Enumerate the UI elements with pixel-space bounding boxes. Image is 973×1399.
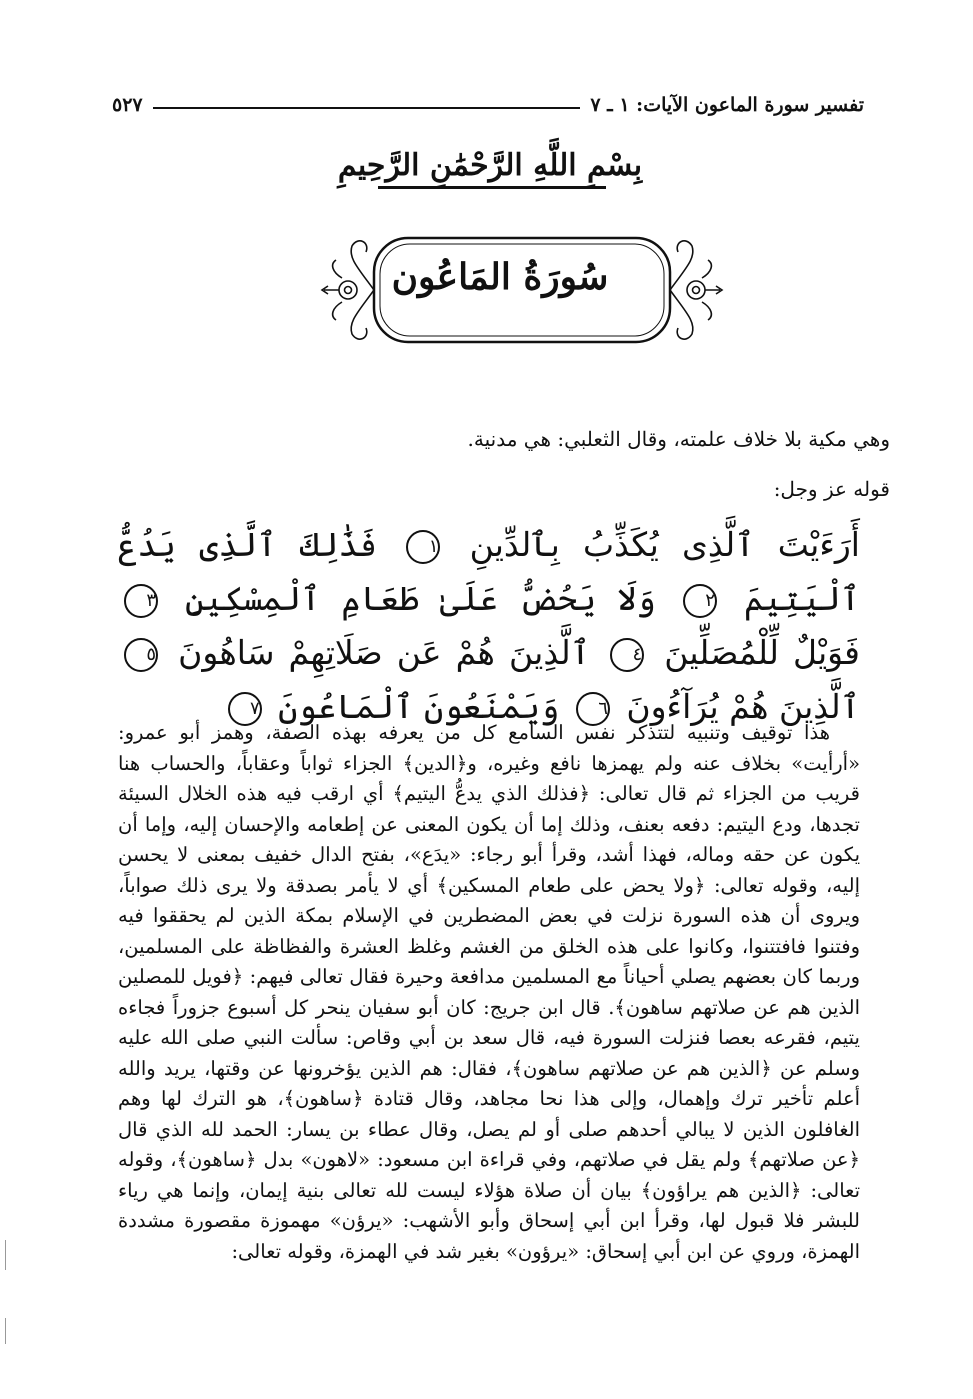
intro-line-2: قوله عز وجل:	[773, 477, 890, 501]
intro-line-1: وهي مكية بلا خلاف علمته، وقال الثعلبي: هي مدنية.	[467, 427, 890, 451]
ayah-3: وَلَا يَحُضُّ عَلَىٰ طَعَامِ ٱلْمِسْكِينِ	[185, 579, 656, 618]
running-header	[112, 86, 864, 116]
ayah-2: فَذَٰلِكَ ٱلَّذِى يَدُعُّ ٱلْيَتِيمَ	[118, 525, 861, 618]
ayah-5: ٱلَّذِينَ هُمْ عَن صَلَاتِهِمْ سَاهُونَ	[178, 633, 591, 672]
ayah-number-2: ٢	[683, 584, 717, 618]
quran-verses	[118, 518, 860, 734]
ayah-1: أَرَءَيْتَ ٱلَّذِى يُكَذِّبُ بِٱلدِّينِ	[469, 525, 860, 564]
ayah-number-1: ١	[406, 530, 440, 564]
ayah-number-5: ٥	[124, 638, 158, 672]
ayah-4: فَوَيْلٌ لِّلْمُصَلِّينَ	[664, 633, 860, 672]
ayah-number-4: ٤	[610, 638, 644, 672]
ayah-number-6: ٦	[576, 692, 610, 726]
ayah-7: وَيَمْنَعُونَ ٱلْمَاعُونَ	[278, 687, 560, 726]
margin-mark	[5, 1318, 6, 1344]
commentary-paragraph: هذا توقيف وتنبيه لتتذكر نفس السامع كل من يعرفه بهذه الصفة، وهمز أبو عمرو: «أرأيت» بخلاف عنه ولم يهمزها نافع وغيره، و﴿الدين﴾ الجزاء ثواباً وعقاباً، والحساب هنا قريب من الجزاء ثم قال تعالى: ﴿فذلك الذي يدعُّ اليتيم﴾ أي ارقب فيه هذه الخلال السيئة تجدها، ودع اليتيم: دفعه بعنف، وذلك إما أن يكون المعنى عن إطعامه والإحسان إليه، وإما أن يكون عن حقه وماله، فهذا أشد، وقرأ أبو رجاء: «يدَع»، بفتح الدال خفيف بمعنى لا يحسن إليه، وقوله تعالى: ﴿ولا يحض على طعام المسكين﴾ أي لا يأمر بصدقة ولا يرى ذلك صواباً، ويروى أن هذه السورة نزلت في بعض المضطرين في الإسلام بمكة الذين لم يحققوا فيه وفتنوا فافتتنوا، وكانوا على هذه الخلق من الغشم وغلظ العشرة والفظاظة على المسلمين، وربما كان بعضهم يصلي أحياناً مع المسلمين مدافعة وحيرة فقال تعالى فيهم: ﴿فويل للمصلين الذين هم عن صلاتهم ساهون﴾. قال ابن جريج: كان أبو سفيان ينحر كل أسبوع جزوراً فجاءه يتيم، فقرعه بعصا فنزلت السورة فيه، قال سعد بن أبي وقاص: سألت النبي صلى الله عليه وسلم عن ﴿الذين هم عن صلاتهم ساهون﴾، فقال: هم الذين يؤخرونها عن وقتها، يريد والله أعلم تأخير ترك وإهمال، وإلى هذا نحا مجاهد، وقال قتادة ﴿ساهون﴾، هو الترك لها وهم الغافلون الذين لا يبالي أحدهم صلى أو لم يصل، وقال عطاء بن يسار: الحمد لله الذي قال ﴿عن صلاتهم﴾ ولم يقل في صلاتهم، وفي قراءة ابن مسعود: «لاهون» بدل ﴿ساهون﴾، وقوله تعالى: ﴿الذين هم يراؤون﴾ بيان أن صلاة هؤلاء ليست لله تعالى بنية إيمان، وإنما هي رياء للبشر فلا قبول لها، وقرأ ابن أبي إسحاق وأبو الأشهب: «يرؤن» مهموزة مقصورة مشددة الهمزة، وروي عن ابن أبي إسحاق: «يرؤون» بغير شد في الهمزة، وقوله تعالى:	[118, 721, 860, 1263]
basmala-underline	[378, 186, 606, 189]
header-rule	[153, 107, 581, 109]
surah-title: سُورَةُ المَاعُون	[391, 256, 609, 298]
ayah-6: ٱلَّذِينَ هُمْ يُرَآءُونَ	[626, 687, 860, 726]
ayah-number-7: ٧	[228, 692, 262, 726]
header-title: تفسير سورة الماعون الآيات: ١ ـ ٧	[590, 94, 864, 116]
ayah-number-3: ٣	[124, 584, 158, 618]
margin-mark	[5, 1240, 6, 1270]
page-number: ٥٢٧	[112, 94, 143, 116]
basmala: بِسْمِ اللَّهِ الرَّحْمَٰنِ الرَّحِيمِ	[337, 148, 643, 183]
commentary-text	[118, 718, 860, 1267]
